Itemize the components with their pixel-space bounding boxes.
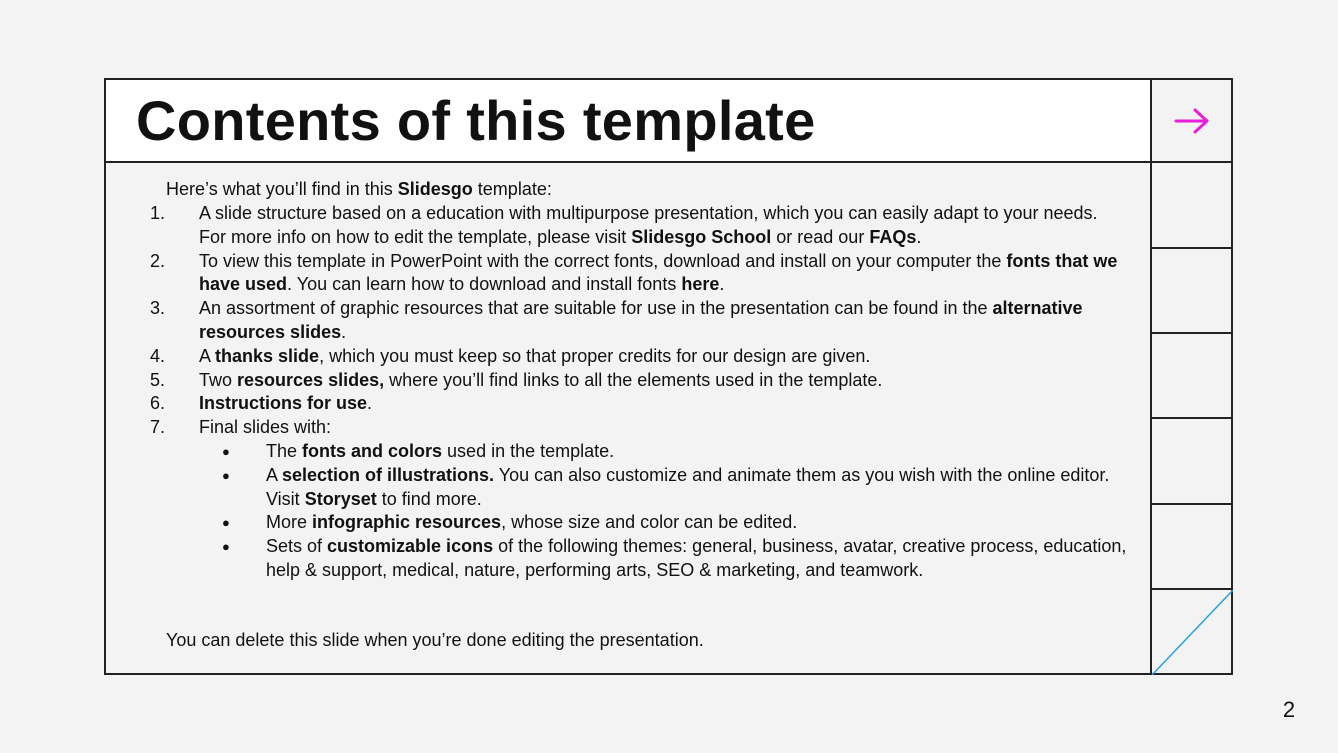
link-faqs[interactable]: FAQs xyxy=(869,226,917,247)
side-cell xyxy=(1150,505,1233,590)
numbered-list xyxy=(104,202,1152,583)
link-fonts-colors[interactable]: fonts and colors xyxy=(302,440,443,461)
link-resources-slides[interactable]: resources slides, xyxy=(237,369,385,390)
right-arrow-icon[interactable] xyxy=(1150,78,1233,163)
link-instructions[interactable]: Instructions for use xyxy=(199,393,368,414)
list-item: 5. Two resources slides, where you’ll find links to all the elements used in the template. xyxy=(150,369,883,390)
page-number: 2 xyxy=(1282,697,1296,722)
bullet-item: ● More infographic resources, whose size and color can be edited. xyxy=(104,511,1129,535)
side-column xyxy=(1150,78,1233,675)
page-title: Contents of this template xyxy=(136,89,816,152)
bullet-item: ● A selection of illustrations. You can also customize and animate them as you wish with the online editor. Visit Storyset to find more. xyxy=(222,464,1110,509)
bullet-icon: ● xyxy=(222,539,230,555)
link-here[interactable]: here xyxy=(681,274,720,295)
content-area xyxy=(104,163,1152,675)
list-item: 7. Final slides with: xyxy=(150,417,332,438)
list-item: 6. Instructions for use. xyxy=(150,393,373,414)
list-item: 1. A slide structure based on a education with multipurpose presentation, which you can easily adapt to your needs. For more info on how to edit the template, please visit Slidesgo School or read our FAQs. xyxy=(150,203,1098,247)
bullet-icon: ● xyxy=(222,443,230,459)
bullet-item: ● The fonts and colors used in the template. xyxy=(104,440,1129,464)
side-cell xyxy=(1150,334,1233,419)
outro-text: You can delete this slide when you’re done editing the presentation. xyxy=(166,630,704,650)
title-box xyxy=(104,78,1152,163)
link-thanks-slide[interactable]: thanks slide xyxy=(215,345,320,366)
link-alternative-resources[interactable]: alternative resources slides xyxy=(199,298,1083,342)
link-fonts-used[interactable]: fonts that we have used xyxy=(199,250,1118,295)
bullet-item: ● Sets of customizable icons of the following themes: general, business, avatar, creative process, education, help & support, medical, nature, performing arts, SEO & marketing, and teamwork. xyxy=(222,536,1127,580)
side-cell-diagonal xyxy=(1150,590,1233,675)
diagonal-line xyxy=(1152,590,1233,675)
list-item: 3. An assortment of graphic resources that are suitable for use in the presentation can be found in the alternative resources slides. xyxy=(150,298,1083,342)
side-cell xyxy=(1150,163,1233,249)
list-item: 2. To view this template in PowerPoint with the correct fonts, download and install on your computer the fonts that we have used. You can learn how to download and install fonts here. xyxy=(150,250,1118,295)
link-illustrations[interactable]: selection of illustrations. xyxy=(282,464,495,485)
list-item: 4. A thanks slide, which you must keep so that proper credits for our design are given. xyxy=(150,345,871,366)
bullet-icon: ● xyxy=(222,515,230,531)
intro-text: Here’s what you’ll find in this Slidesgo template: xyxy=(166,179,552,199)
side-cell xyxy=(1150,419,1233,505)
bullet-icon: ● xyxy=(222,467,230,483)
side-cell xyxy=(1150,249,1233,334)
link-storyset[interactable]: Storyset xyxy=(304,488,377,509)
link-customizable-icons[interactable]: customizable icons xyxy=(327,536,494,557)
link-slidesgo-school[interactable]: Slidesgo School xyxy=(631,226,772,247)
link-infographic-resources[interactable]: infographic resources xyxy=(312,512,502,533)
